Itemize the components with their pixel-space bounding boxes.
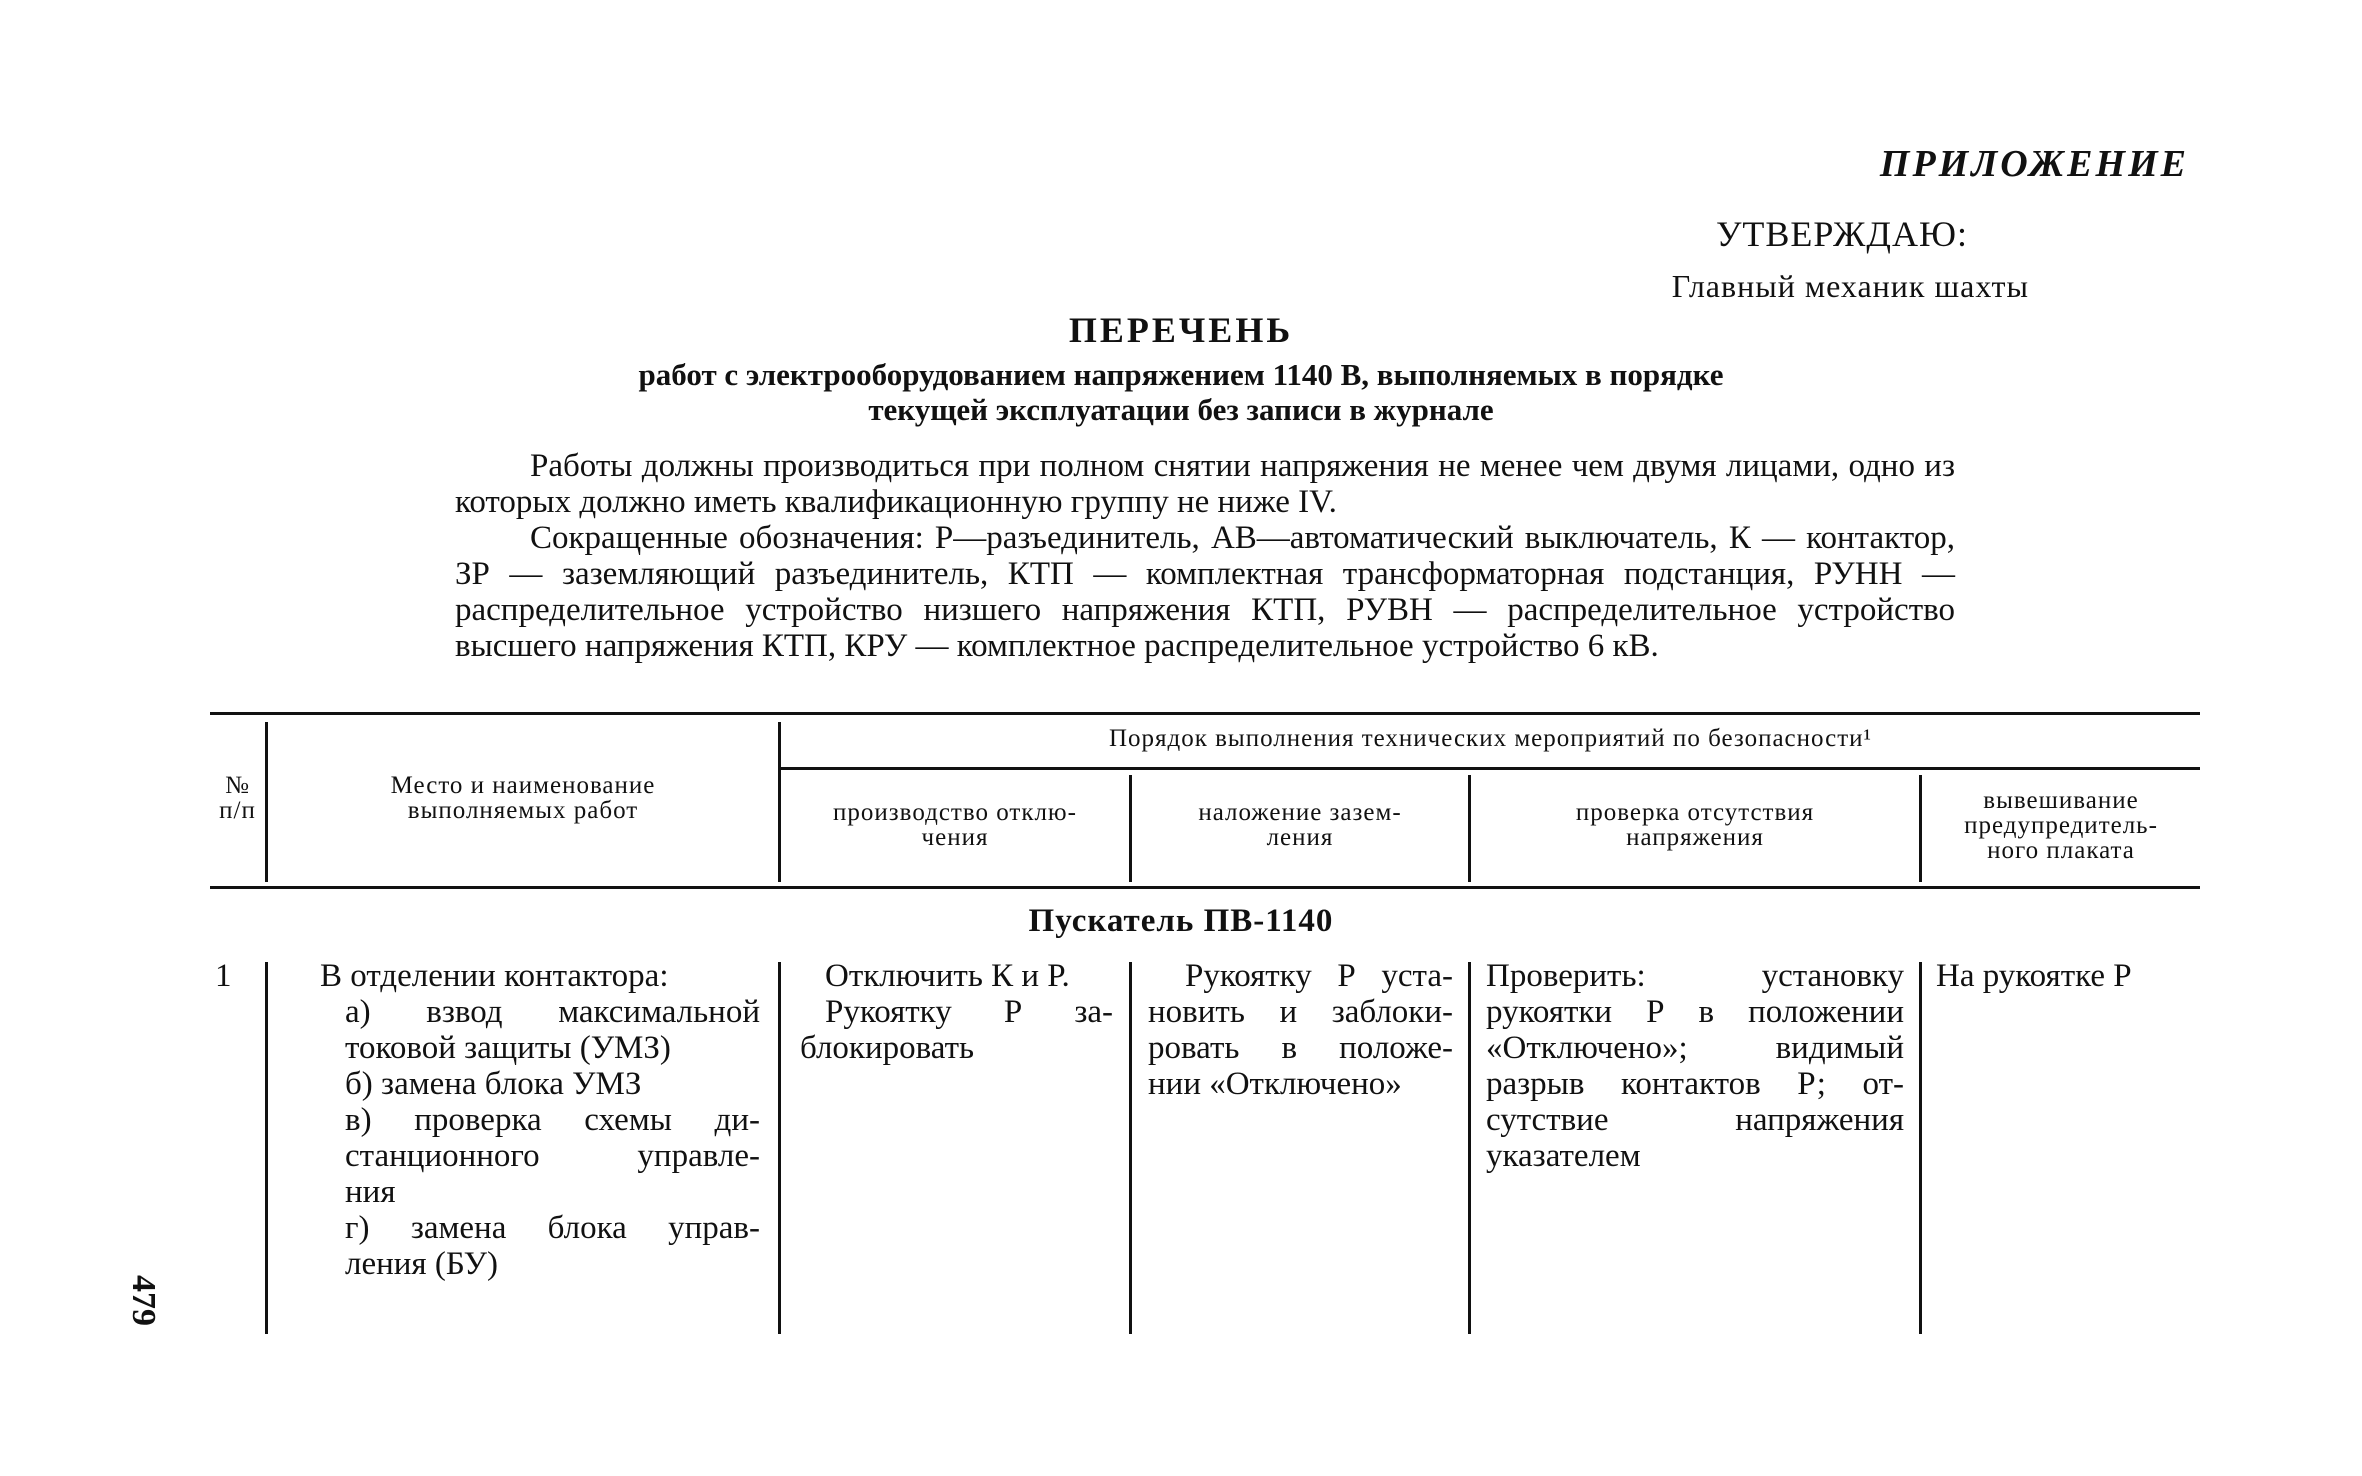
cell-disconnect: [800, 958, 1113, 1066]
header-place: [268, 773, 778, 823]
check-line: указателем: [1486, 1138, 1641, 1174]
document-title-text: ПЕРЕЧЕНЬ: [1068, 310, 1294, 350]
header-place-line1: Место и наименование: [390, 772, 656, 799]
document-title: [0, 309, 2362, 351]
header-check-line2: напряжения: [1626, 824, 1764, 851]
row-number: 1: [215, 958, 232, 994]
intro-paragraph-2: Сокращенные обозначения: Р—разъединитель, АВ—автоматический выключатель, К — контактор, ЗР — заземляющий разъединитель, КТП — комплектная трансформаторная подстанция, РУНН — распределительное устройство низшего напряжения КТП, РУВН — распределительное устройство высшего напряжения КТП, КРУ — комплектное распределительное устройство 6 кВ.: [455, 520, 1955, 664]
header-disconnect-line1: производство отклю-: [833, 799, 1077, 826]
ground-line: нии «Отключено»: [1148, 1066, 1402, 1102]
disconnect-line: Рукоятку Р за-: [825, 994, 1113, 1030]
place-line: г) замена блока управ-: [345, 1210, 760, 1246]
header-bottom-rule: [210, 886, 2200, 889]
header-poster-line3: ного плаката: [1987, 837, 2135, 864]
place-line: б) замена блока УМЗ: [345, 1066, 642, 1102]
check-line: рукоятки Р в положении: [1486, 994, 1904, 1030]
check-line: сутствие напряжения: [1486, 1102, 1904, 1138]
place-line: а) взвод максимальной: [345, 994, 760, 1030]
place-line: в) проверка схемы ди-: [345, 1102, 760, 1138]
check-line: «Отключено»; видимый: [1486, 1030, 1904, 1066]
intro-text: [455, 448, 1955, 664]
body-divider: [1919, 962, 1922, 1334]
check-line: разрыв контактов Р; от-: [1486, 1066, 1904, 1102]
header-group: Порядок выполнения технических мероприятий по безопасности¹: [1108, 725, 1873, 752]
place-line: В отделении контактора:: [320, 958, 669, 994]
disconnect-line: Отключить К и Р.: [825, 958, 1070, 994]
header-place-line2: выполняемых работ: [407, 797, 639, 824]
ground-line: Рукоятку Р уста-: [1185, 958, 1453, 994]
check-line: Проверить: установку: [1486, 958, 1904, 994]
cell-poster: На рукоятке Р: [1936, 958, 2132, 994]
header-ground-line2: ления: [1266, 824, 1334, 851]
intro-paragraph-1: Работы должны производиться при полном снятии напряжения не менее чем двумя лицами, одно из которых должно иметь квалификационную группу не ниже IV.: [455, 448, 1955, 520]
appendix-label: ПРИЛОЖЕНИЕ: [1879, 143, 2189, 185]
header-poster-line1: вывешивание: [1983, 787, 2139, 814]
header-ground: [1132, 800, 1468, 850]
approve-label: УТВЕРЖДАЮ:: [1715, 214, 1968, 254]
document-subtitle-line1: работ с электрооборудованием напряжением 1140 В, выполняемых в порядке: [638, 357, 1724, 392]
body-divider: [778, 962, 781, 1334]
disconnect-line: блокировать: [800, 1030, 975, 1066]
body-divider: [1468, 962, 1471, 1334]
table-top-rule: [210, 712, 2200, 715]
page-number: 479: [125, 1275, 162, 1326]
section-title: Пускатель ПВ-1140: [1028, 903, 1334, 939]
place-line: ления (БУ): [345, 1246, 498, 1282]
cell-check: [1486, 958, 1904, 1174]
header-number: [210, 773, 265, 823]
cell-ground: [1148, 958, 1453, 1102]
header-check: [1471, 800, 1919, 850]
header-number-line2: п/п: [219, 797, 256, 824]
place-line: токовой защиты (УМЗ): [345, 1030, 671, 1066]
body-divider: [1129, 962, 1132, 1334]
place-sublist: [320, 994, 760, 1282]
header-disconnect: [781, 800, 1129, 850]
header-number-line1: №: [225, 772, 250, 799]
group-header-rule: [778, 767, 2200, 770]
header-poster: [1922, 788, 2200, 863]
place-line: ния: [345, 1174, 396, 1210]
document-subtitle-line2: текущей эксплуатации без записи в журнале: [868, 392, 1494, 427]
ground-line: ровать в положе-: [1148, 1030, 1453, 1066]
cell-place: [320, 958, 760, 1282]
header-disconnect-line2: чения: [921, 824, 989, 851]
ground-line: новить и заблоки-: [1148, 994, 1453, 1030]
header-check-line1: проверка отсутствия: [1575, 799, 1815, 826]
header-ground-line1: наложение зазем-: [1198, 799, 1402, 826]
approver-title: Главный механик шахты: [1671, 268, 2029, 304]
place-line: станционного управле-: [345, 1138, 760, 1174]
header-poster-line2: предупредитель-: [1964, 812, 2158, 839]
body-divider: [265, 962, 268, 1334]
